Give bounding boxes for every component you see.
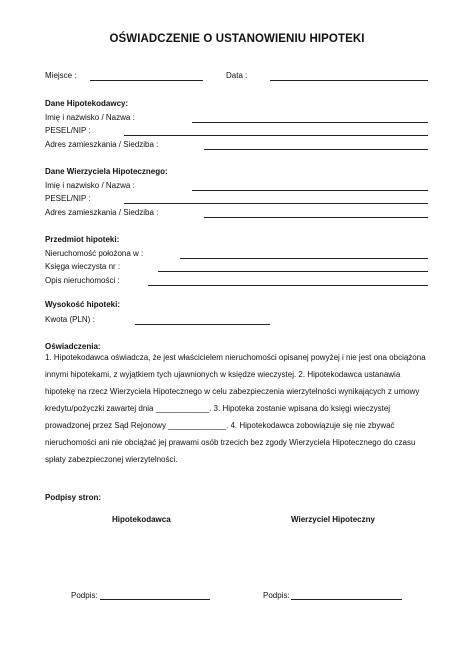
declarations-heading: Oświadczenia: — [45, 342, 101, 351]
mortgagor-signature-party: Hipotekodawca — [112, 515, 171, 524]
place-label: Miejsce : — [45, 71, 77, 80]
creditor-signature-field[interactable] — [291, 599, 402, 600]
property-location-field[interactable] — [180, 258, 428, 259]
land-registry-label: Księga wieczysta nr : — [45, 262, 121, 271]
mortgagor-address-label: Adres zamieszkania / Siedziba : — [45, 140, 159, 149]
declarations-text — [45, 349, 440, 468]
creditor-heading: Dane Wierzyciela Hipotecznego: — [45, 167, 168, 176]
declaration-line: innymi hipotekami, z wyjątkiem tych ujawnionych w księdze wieczystej. 2. Hipotekodawca ustanawia — [45, 370, 401, 379]
creditor-name-field[interactable] — [192, 190, 428, 191]
property-description-field[interactable] — [148, 285, 428, 286]
mortgagor-pesel-label: PESEL/NIP : — [45, 126, 91, 135]
creditor-address-field[interactable] — [204, 217, 428, 218]
mortgagor-signature-label: Podpis: — [71, 591, 98, 600]
declaration-line: kredytu/pożyczki zawartej dnia ____________. 3. Hipoteka zostanie wpisana do księgi wieczystej — [45, 404, 391, 413]
creditor-name-label: Imię i nazwisko / Nazwa : — [45, 181, 135, 190]
creditor-pesel-label: PESEL/NIP : — [45, 194, 91, 203]
creditor-pesel-field[interactable] — [124, 203, 428, 204]
mortgagor-name-label: Imię i nazwisko / Nazwa : — [45, 113, 135, 122]
amount-field[interactable] — [135, 324, 270, 325]
subject-heading: Przedmiot hipoteki: — [45, 235, 120, 244]
mortgagor-signature-field[interactable] — [100, 599, 210, 600]
declaration-line: 1. Hipotekodawca oświadcza, że jest właścicielem nieruchomości opisanej powyżej i nie jest ona obciążona — [45, 353, 426, 362]
creditor-signature-party: Wierzyciel Hipoteczny — [291, 515, 375, 524]
property-location-label: Nieruchomość położona w : — [45, 249, 144, 258]
mortgagor-heading: Dane Hipotekodawcy: — [45, 99, 129, 108]
declaration-line: prowadzonej przez Sąd Rejonowy _____________. 4. Hipotekodawca zobowiązuje się nie zbywać — [45, 421, 395, 430]
amount-heading: Wysokość hipoteki: — [45, 300, 120, 309]
property-description-label: Opis nieruchomości : — [45, 276, 120, 285]
signatures-heading: Podpisy stron: — [45, 493, 102, 502]
declaration-line: hipotekę na rzecz Wierzyciela Hipotecznego w celu zabezpieczenia wierzytelności wynikających z umowy — [45, 387, 420, 396]
date-label: Data : — [226, 71, 248, 80]
creditor-address-label: Adres zamieszkania / Siedziba : — [45, 208, 159, 217]
amount-label: Kwota (PLN) : — [45, 315, 95, 324]
declaration-line: nieruchomości ani nie obciążać jej prawami osób trzecich bez zgody Wierzyciela Hipotecznego do czasu — [45, 438, 416, 447]
place-field[interactable] — [90, 80, 203, 81]
creditor-signature-label: Podpis: — [263, 591, 290, 600]
mortgagor-name-field[interactable] — [192, 122, 428, 123]
land-registry-field[interactable] — [158, 271, 428, 272]
date-field[interactable] — [270, 80, 428, 81]
mortgagor-pesel-field[interactable] — [124, 135, 428, 136]
declaration-line: spłaty zabezpieczonej wierzytelności. — [45, 455, 178, 464]
mortgagor-address-field[interactable] — [204, 149, 428, 150]
document-title: OŚWIADCZENIE O USTANOWIENIU HIPOTEKI — [109, 33, 365, 45]
